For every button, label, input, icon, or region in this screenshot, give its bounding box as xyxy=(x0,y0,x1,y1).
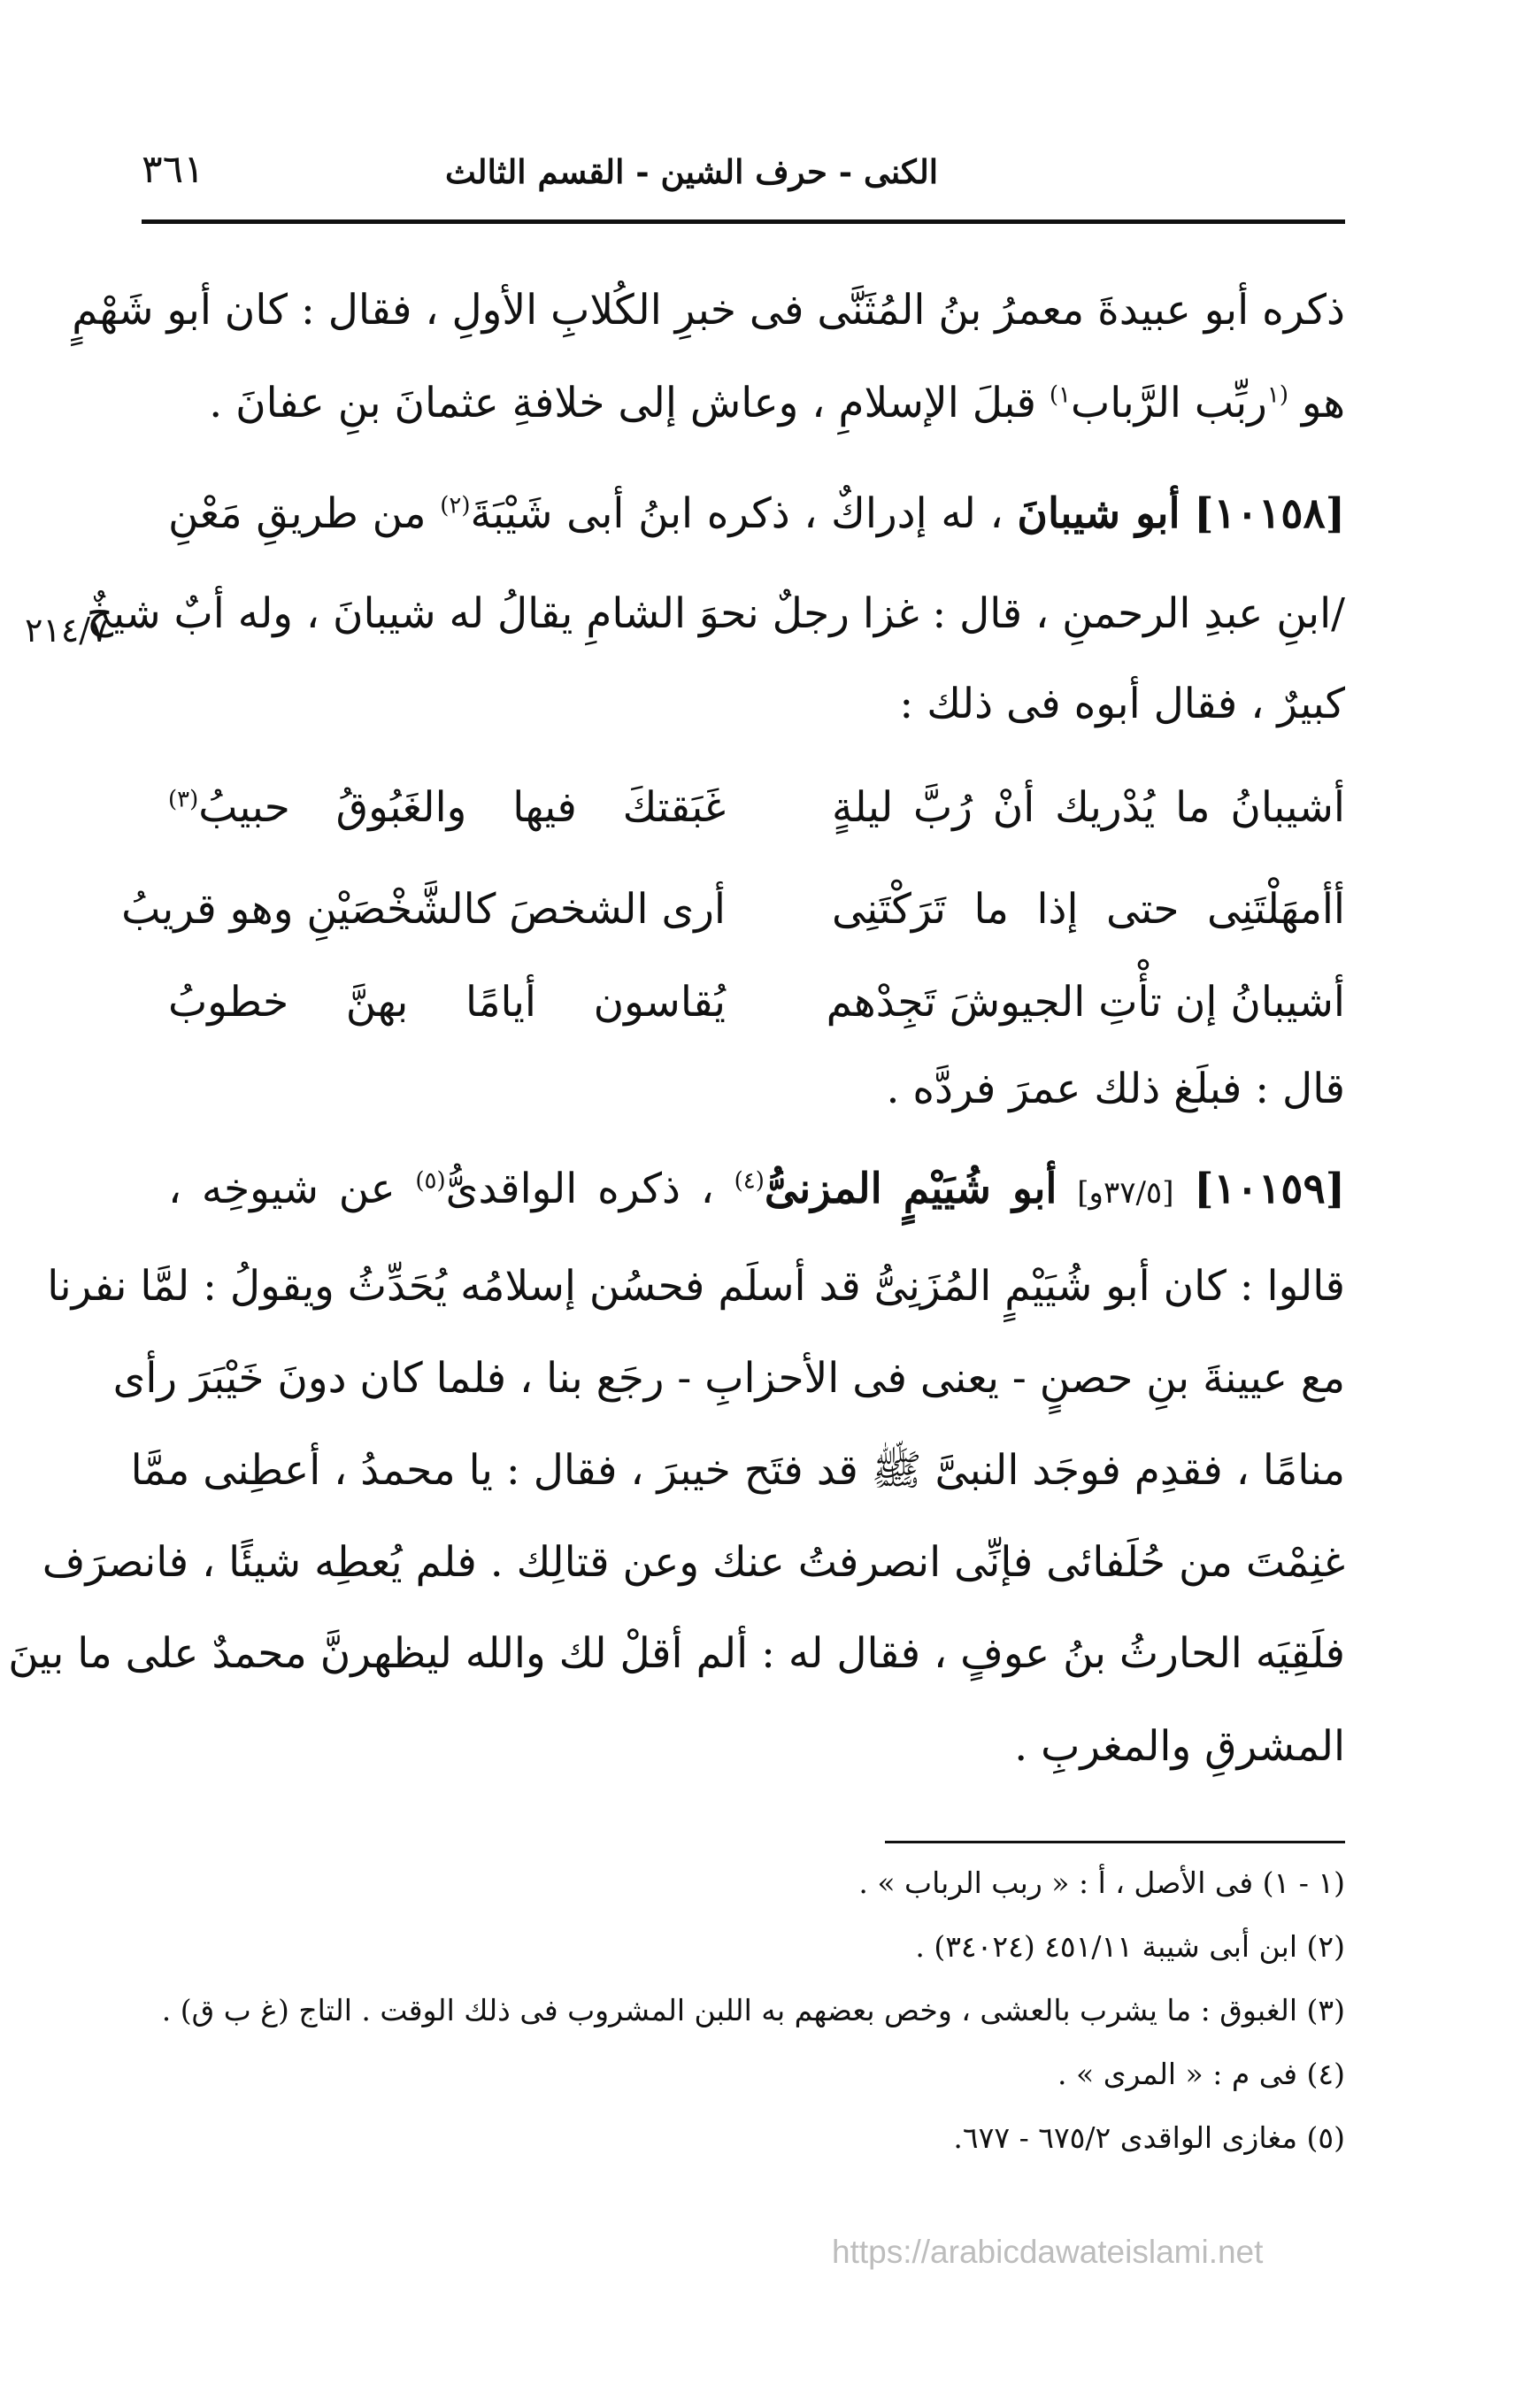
entry-number: [١٠١٥٨] xyxy=(1194,489,1345,538)
entry-10158-line3: كبيرٌ ، فقال أبوه فى ذلك : xyxy=(899,680,1345,728)
entry-10159-line7: المشرقِ والمغربِ . xyxy=(1014,1722,1345,1771)
verse-3-first-hemistich: أشيبانُ إن تأْتِ الجيوشَ تَجِدْهم xyxy=(826,978,1345,1027)
entry-name: أبو شيبانَ xyxy=(1017,489,1180,538)
running-header-title: الكنى - حرف الشين - القسم الثالث xyxy=(444,152,938,191)
footnote-5: (٥) مغازى الواقدى ٦٧٥/٢ - ٦٧٧. xyxy=(953,2120,1345,2155)
footnote-ref-5: (٥) xyxy=(415,1167,446,1195)
para1-line2-start: هو xyxy=(1301,379,1345,427)
footnote-ref-3: (٣) xyxy=(168,786,199,813)
para1-line1: ذكره أبو عبيدةَ معمرُ بنُ المُثَنَّى فى خبرِ الكُلابِ الأولِ ، فقال : كان أبو شَهْمٍ xyxy=(72,286,1345,335)
footnote-2: (٢) ابن أبى شيبة ٤٥١/١١ (٣٤٠٢٤) . xyxy=(915,1929,1345,1964)
verse-2-second-hemistich: أرى الشخصَ كالشَّخْصَيْنِ وهو قريبُ xyxy=(121,885,726,934)
entry-10158-line2: /ابنِ عبدِ الرحمنِ ، قال : غزا رجلٌ نحوَ الشامِ يقالُ له شيبانَ ، وله أبٌ شيخٌ xyxy=(86,589,1345,638)
entry-name: أبو شُيَيْمٍ المزنىُّ xyxy=(764,1165,1057,1213)
footnote-rule xyxy=(885,1841,1345,1843)
verse-1-first-hemistich: أشيبانُ ما يُدْريك أنْ رُبَّ ليلةٍ xyxy=(832,783,1345,832)
entry-text: ، له إدراكٌ ، ذكره ابنُ أبى شَيْبَةَ xyxy=(470,489,1004,538)
entry-text-end: عن شيوخِه ، xyxy=(168,1165,396,1213)
footnote-3: (٣) الغبوق : ما يشرب بالعشى ، وخص بعضهم به اللبن المشروب فى ذلك الوقت . التاج (غ ب ق) . xyxy=(161,1993,1345,2027)
verse-1-second-text: غَبَقتكَ فيها والغَبُوقُ حبيبُ xyxy=(198,783,726,832)
margin-note: ٢١٤/٧ xyxy=(25,611,109,650)
para1-line2 xyxy=(168,381,1345,427)
entry-text-end: من طريقِ مَعْنِ xyxy=(168,489,427,538)
entry-text: ، ذكره الواقدىُّ xyxy=(445,1165,714,1213)
entry-10159-line5: غنِمْتَ من حُلَفائى فإنِّى انصرفتُ عنك وعن قتالِك . فلم يُعطِه شيئًا ، فانصرَف xyxy=(42,1538,1345,1587)
footnote-1: (١ - ١) فى الأصل ، أ : « ربب الرباب » . xyxy=(858,1866,1345,1900)
para1-line2-quote: ربِّب الرَّباب xyxy=(1071,379,1267,427)
entry-10159-line2: قالوا : كان أبو شُيَيْمٍ المُزَنِىُّ قد أسلَم فحسُن إسلامُه يُحَدِّثُ ويقولُ : لمَّا نفرنا xyxy=(47,1262,1345,1311)
after-verses-line: قال : فبلَغ ذلك عمرَ فردَّه . xyxy=(886,1065,1345,1113)
footnote-ref-1-close: ١) xyxy=(1049,381,1072,409)
footnote-ref-2: (٢) xyxy=(440,492,471,519)
verse-1-second-hemistich xyxy=(168,783,726,832)
verse-3-second-hemistich: يُقاسون أيامًا بهنَّ خطوبُ xyxy=(168,978,726,1027)
page-number: ٣٦١ xyxy=(142,147,204,192)
footnote-4: (٤) فى م : « المرى » . xyxy=(1057,2057,1345,2091)
verse-2-first-hemistich: أأمهَلْتَنِى حتى إذا ما تَرَكْتَنِى xyxy=(832,885,1345,934)
header-rule xyxy=(142,219,1345,224)
para1-line2-rest: قبلَ الإسلامِ ، وعاش إلى خلافةِ عثمانَ بنِ عفانَ . xyxy=(209,379,1036,427)
entry-10159-line4: منامًا ، فقدِم فوجَد النبىَّ ﷺ قد فتَح خيبرَ ، فقال : يا محمدُ ، أعطِنى ممَّا xyxy=(130,1446,1345,1495)
footnote-ref-4: (٤) xyxy=(734,1167,765,1195)
entry-10159-line1 xyxy=(168,1166,1345,1212)
entry-10158-line1 xyxy=(168,491,1345,537)
footnote-ref-1-open: (١ xyxy=(1266,381,1288,409)
manuscript-ref: [٣٧/٥و] xyxy=(1077,1175,1174,1211)
watermark-url: https://arabicdawateislami.net xyxy=(832,2234,1264,2270)
entry-10159-line3: مع عيينةَ بنِ حصنٍ - يعنى فى الأحزابِ - رجَع بنا ، فلما كان دونَ خَيْبَرَ رأى xyxy=(112,1354,1345,1403)
entry-number: [١٠١٥٩] xyxy=(1194,1165,1345,1213)
entry-10159-line6: فلَقِيَه الحارثُ بنُ عوفٍ ، فقال له : ألم أقلْ لك والله ليظهرنَّ محمدٌ على ما بينَ xyxy=(8,1629,1345,1678)
